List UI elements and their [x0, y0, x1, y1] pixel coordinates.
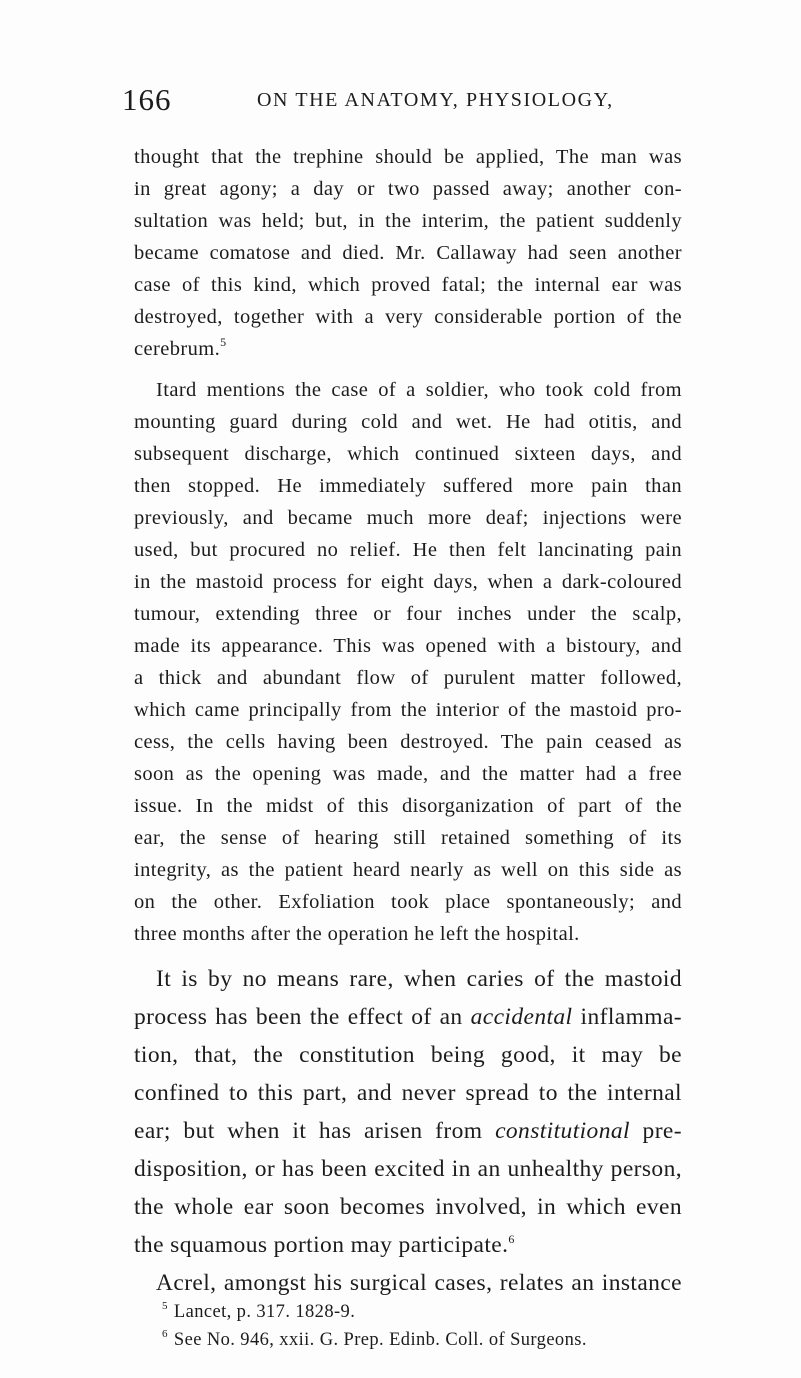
text-line: subsequent discharge, which continued sixteen days, and: [134, 443, 682, 465]
footnote: $^6$ See No. 946, xxii. G. Prep. Edinb. Coll. of Surgeons.: [162, 1328, 587, 1350]
text-line: on the other. Exfoliation took place spontaneously; and: [134, 891, 682, 913]
text-line: ear, the sense of hearing still retained something of its: [134, 827, 682, 849]
text-line: a thick and abundant flow of purulent matter followed,: [134, 667, 682, 689]
running-head: [122, 82, 682, 122]
text-line: in the mastoid process for eight days, when a dark-coloured: [134, 571, 682, 593]
text-line: Acrel, amongst his surgical cases, relates an instance: [156, 1270, 682, 1296]
text-line: tumour, extending three or four inches under the scalp,: [134, 603, 682, 625]
text-line: thought that the trephine should be applied, The man was: [134, 146, 682, 168]
text-line: integrity, as the patient heard nearly as well on this side as: [134, 859, 682, 881]
text-line: mounting guard during cold and wet. He had otitis, and: [134, 411, 682, 433]
text-line: ear; but when it has arisen from constitutional pre-: [134, 1118, 682, 1144]
text-line: process has been the effect of an accidental inflamma-: [134, 1004, 682, 1030]
page-number: 166: [122, 82, 172, 117]
footnote: $^5$ Lancet, p. 317. 1828-9.: [162, 1300, 356, 1322]
text-line: It is by no means rare, when caries of the mastoid: [156, 966, 682, 992]
text-line: cerebrum.$^5$: [134, 335, 227, 360]
text-line: became comatose and died. Mr. Callaway had seen another: [134, 242, 682, 264]
emphasis: constitutional: [495, 1118, 630, 1144]
text-line: confined to this part, and never spread to the internal: [134, 1080, 682, 1106]
text-line: in great agony; a day or two passed away; another con-: [134, 178, 682, 200]
text-line: used, but procured no relief. He then felt lancinating pain: [134, 539, 682, 561]
text-line: cess, the cells having been destroyed. The pain ceased as: [134, 731, 682, 753]
text-line: which came principally from the interior of the mastoid pro-: [134, 699, 682, 721]
text-line: made its appearance. This was opened with a bistoury, and: [134, 635, 682, 657]
text-line: disposition, or has been excited in an unhealthy person,: [134, 1156, 682, 1182]
text-line: the squamous portion may participate.$^6$: [134, 1232, 515, 1258]
text-line: soon as the opening was made, and the matter had a free: [134, 763, 682, 785]
text-line: then stopped. He immediately suffered more pain than: [134, 475, 682, 497]
text-line: Itard mentions the case of a soldier, who took cold from: [156, 379, 682, 401]
text-line: tion, that, the constitution being good, it may be: [134, 1042, 682, 1068]
footnote-mark: 6: [162, 1328, 168, 1340]
text-line: previously, and became much more deaf; injections were: [134, 507, 682, 529]
footnote-ref: 5: [220, 335, 227, 349]
text-line: three months after the operation he left the hospital.: [134, 923, 580, 945]
text-line: issue. In the midst of this disorganization of part of the: [134, 795, 682, 817]
running-title: ON THE ANATOMY, PHYSIOLOGY,: [257, 89, 614, 111]
footnote-mark: 5: [162, 1300, 168, 1312]
text-line: case of this kind, which proved fatal; the internal ear was: [134, 274, 682, 296]
emphasis: accidental: [470, 1004, 573, 1030]
footnote-ref: 6: [508, 1232, 515, 1246]
text-line: the whole ear soon becomes involved, in which even: [134, 1194, 682, 1220]
text-line: destroyed, together with a very considerable portion of the: [134, 306, 682, 328]
text-line: sultation was held; but, in the interim, the patient suddenly: [134, 210, 682, 232]
